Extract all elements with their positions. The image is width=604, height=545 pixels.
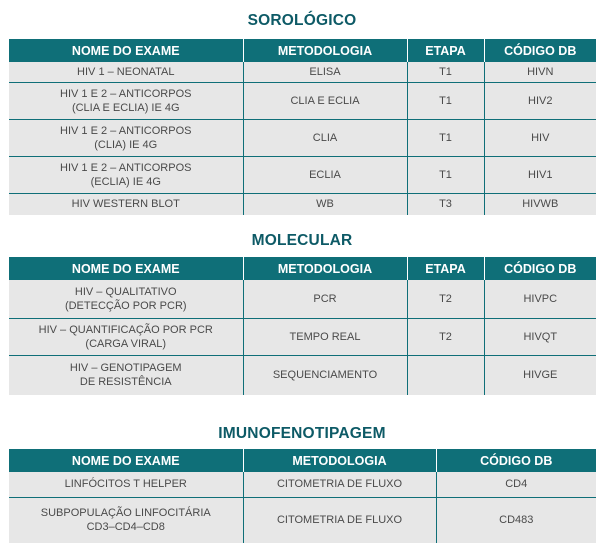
exam-stage: T3 xyxy=(407,193,484,215)
exam-name: HIV 1 E 2 – ANTICORPOS (CLIA E ECLIA) IE 4G xyxy=(9,82,243,119)
table-row xyxy=(9,62,596,82)
exam-name: SUBPOPULAÇÃO LINFOCITÁRIA CD3–CD4–CD8 xyxy=(9,497,243,543)
exam-code: HIVPC xyxy=(484,280,596,318)
table-header xyxy=(9,449,596,472)
table-row xyxy=(9,472,596,497)
column-header-method: METODOLOGIA xyxy=(243,39,407,62)
column-header-name: NOME DO EXAME xyxy=(9,257,243,280)
exam-method: PCR xyxy=(243,280,407,318)
exam-code: HIV2 xyxy=(484,82,596,119)
exam-stage: T2 xyxy=(407,318,484,355)
exam-code: CD483 xyxy=(436,497,596,543)
table-row xyxy=(9,318,596,355)
table-row xyxy=(9,280,596,318)
exam-stage: T1 xyxy=(407,82,484,119)
table-row xyxy=(9,193,596,215)
exam-name: HIV 1 E 2 – ANTICORPOS (CLIA) IE 4G xyxy=(9,119,243,156)
table-header xyxy=(9,39,596,62)
column-header-method: METODOLOGIA xyxy=(243,257,407,280)
exam-method: SEQUENCIAMENTO xyxy=(243,355,407,395)
exam-name: HIV WESTERN BLOT xyxy=(9,193,243,215)
exam-method: ECLIA xyxy=(243,156,407,193)
table-imunofenotipagem xyxy=(9,449,596,543)
exam-code: HIVGE xyxy=(484,355,596,395)
column-header-name: NOME DO EXAME xyxy=(9,39,243,62)
exam-method: CLIA E ECLIA xyxy=(243,82,407,119)
exam-name: HIV 1 – NEONATAL xyxy=(9,62,243,82)
exam-name: HIV – GENOTIPAGEM DE RESISTÊNCIA xyxy=(9,355,243,395)
table-header xyxy=(9,257,596,280)
exam-method: CITOMETRIA DE FLUXO xyxy=(243,472,436,497)
section-title-imunofenotipagem: IMUNOFENOTIPAGEM xyxy=(218,425,386,442)
table-molecular xyxy=(9,257,596,395)
section-title-sorologico: SOROLÓGICO xyxy=(247,12,357,29)
exam-stage: T1 xyxy=(407,119,484,156)
table-row xyxy=(9,119,596,156)
column-header-code: CÓDIGO DB xyxy=(436,449,596,472)
column-header-code: CÓDIGO DB xyxy=(484,39,596,62)
exam-stage: T2 xyxy=(407,280,484,318)
exam-name: HIV – QUANTIFICAÇÃO POR PCR (CARGA VIRAL) xyxy=(9,318,243,355)
exam-method: CITOMETRIA DE FLUXO xyxy=(243,497,436,543)
exam-code: HIVQT xyxy=(484,318,596,355)
exam-name: HIV 1 E 2 – ANTICORPOS (ECLIA) IE 4G xyxy=(9,156,243,193)
exam-code: HIVN xyxy=(484,62,596,82)
exam-method: TEMPO REAL xyxy=(243,318,407,355)
table-sorologico xyxy=(9,39,596,215)
exam-stage: T1 xyxy=(407,156,484,193)
column-header-stage: ETAPA xyxy=(407,257,484,280)
table-row xyxy=(9,355,596,395)
section-title-molecular: MOLECULAR xyxy=(251,232,353,249)
exam-method: CLIA xyxy=(243,119,407,156)
column-header-stage: ETAPA xyxy=(407,39,484,62)
table-row xyxy=(9,156,596,193)
table-row xyxy=(9,497,596,543)
exam-stage xyxy=(407,355,484,395)
exam-name: HIV – QUALITATIVO (DETECÇÃO POR PCR) xyxy=(9,280,243,318)
column-header-code: CÓDIGO DB xyxy=(484,257,596,280)
exam-method: ELISA xyxy=(243,62,407,82)
exam-stage: T1 xyxy=(407,62,484,82)
exam-code: HIVWB xyxy=(484,193,596,215)
table-row xyxy=(9,82,596,119)
exam-code: HIV1 xyxy=(484,156,596,193)
exam-name: LINFÓCITOS T HELPER xyxy=(9,472,243,497)
exam-method: WB xyxy=(243,193,407,215)
exam-code: CD4 xyxy=(436,472,596,497)
exam-code: HIV xyxy=(484,119,596,156)
column-header-method: METODOLOGIA xyxy=(243,449,436,472)
column-header-name: NOME DO EXAME xyxy=(9,449,243,472)
